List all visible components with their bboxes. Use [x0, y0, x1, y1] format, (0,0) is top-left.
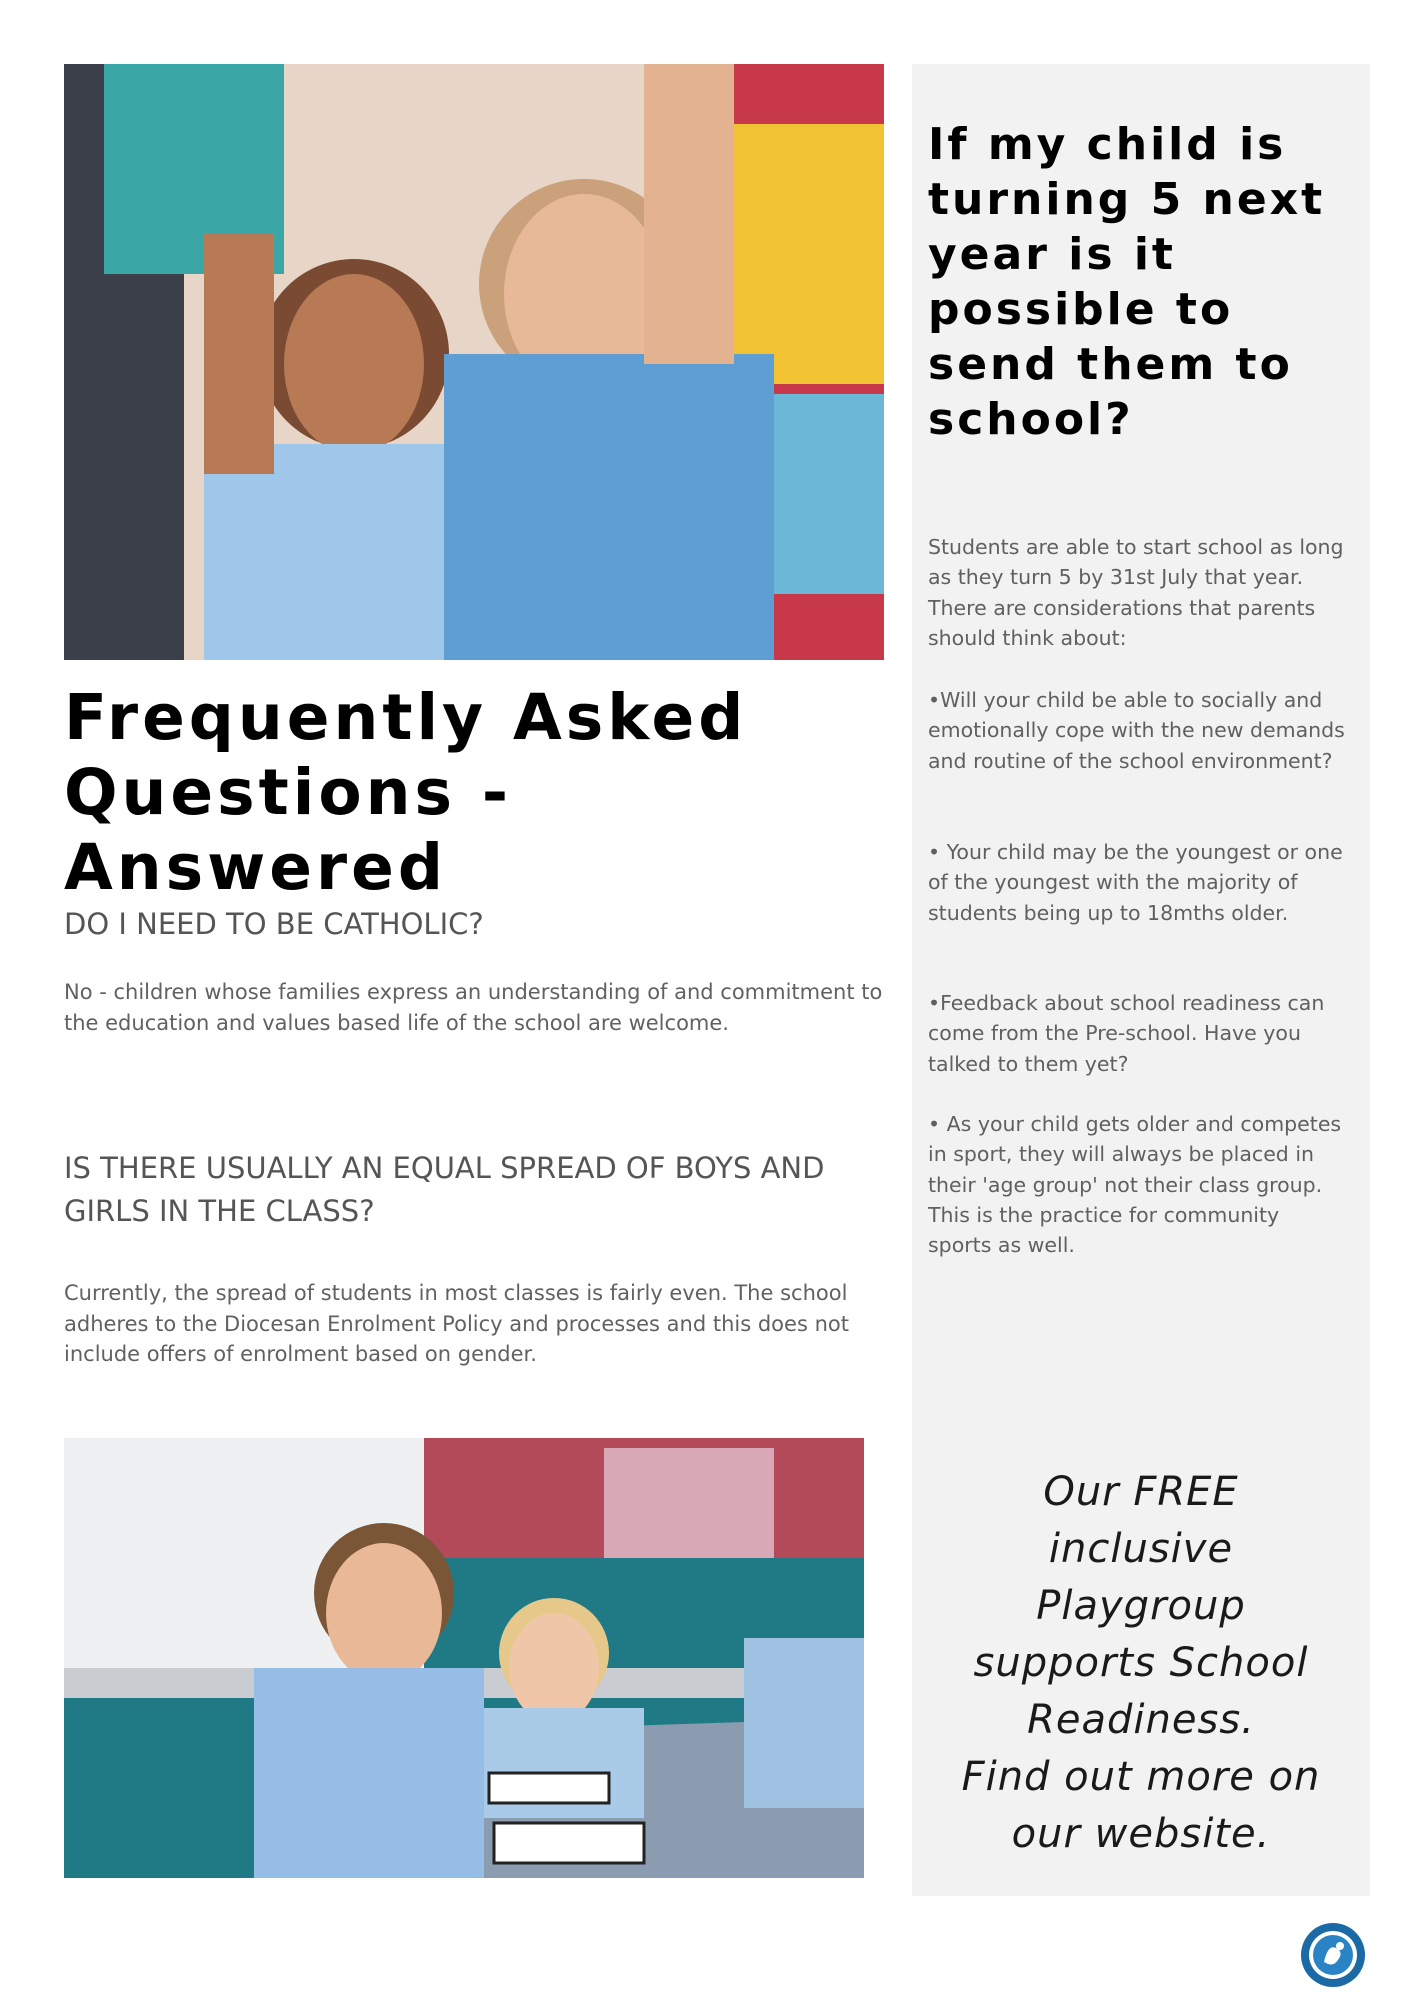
hero-photo-placeholder	[64, 64, 884, 660]
sidebar-panel	[912, 64, 1370, 1896]
classroom-photo-placeholder	[64, 1438, 864, 1878]
classroom-photo-students	[64, 1438, 864, 1878]
page-title-line1: Frequently Asked	[64, 681, 748, 754]
faq-question-gender-spread: IS THERE USUALLY AN EQUAL SPREAD OF BOYS AND GIRLS IN THE CLASS?	[64, 1151, 825, 1228]
sidebar-bullet-feedback: •Feedback about school readiness can come from the Pre-school. Have you talked to them yet?	[928, 991, 1325, 1076]
school-crest-icon	[1300, 1922, 1366, 1988]
playgroup-line: Find out more on	[961, 1754, 1321, 1800]
page-title-line2: Questions - Answered	[64, 756, 513, 904]
page-title	[64, 680, 904, 905]
playgroup-line: our website.	[1011, 1811, 1271, 1857]
playgroup-callout	[912, 1464, 1370, 1863]
playgroup-line: Playgroup	[1036, 1583, 1246, 1629]
school-logo-icon	[1300, 1922, 1366, 1988]
sidebar-question-title: If my child is turning 5 next year is it possible to send them to school?	[928, 119, 1326, 445]
playgroup-line: Our FREE	[1043, 1469, 1239, 1515]
playgroup-line: inclusive	[1048, 1526, 1234, 1572]
sidebar-bullet-sport: • As your child gets older and competes in sport, they will always be placed in their 'age group' not their class group. This is the practice for community sports as well.	[928, 1112, 1342, 1258]
sidebar-bullet-youngest: • Your child may be the youngest or one of the youngest with the majority of students being up to 18mths older.	[928, 840, 1343, 925]
faq-answer-gender-spread: Currently, the spread of students in most classes is fairly even. The school adheres to the Diocesan Enrolment Policy and processes and this does not include offers of enrolment based on gender.	[64, 1281, 849, 1366]
faq-question-catholic: DO I NEED TO BE CATHOLIC?	[64, 907, 484, 941]
faq-answer-catholic: No - children whose families express an understanding of and commitment to the education and values based life of the school are welcome.	[64, 980, 883, 1035]
hero-photo-students	[64, 64, 884, 660]
sidebar-intro-text: Students are able to start school as long as they turn 5 by 31st July that year. There are considerations that parents should think about:	[928, 535, 1344, 650]
sidebar-bullet-socially: •Will your child be able to socially and emotionally cope with the new demands and routine of the school environment?	[928, 688, 1345, 773]
playgroup-line: Readiness.	[1027, 1697, 1255, 1743]
playgroup-line: supports School	[973, 1640, 1309, 1686]
